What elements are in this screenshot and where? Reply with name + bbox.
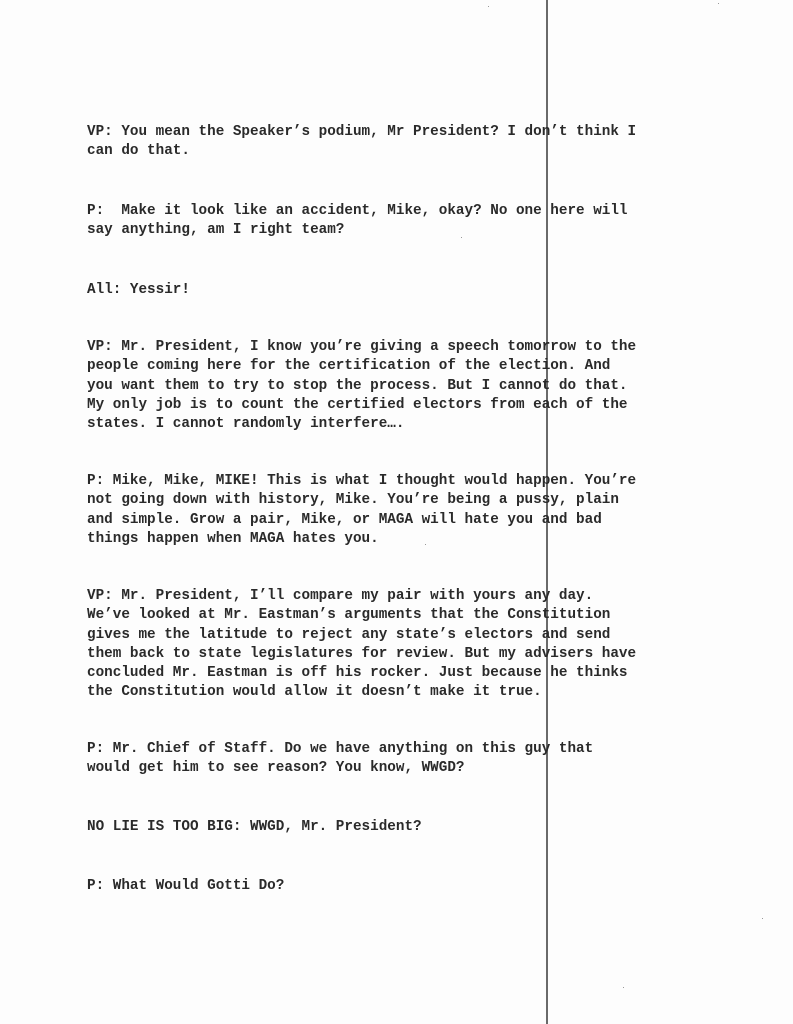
text-line: P: What Would Gotti Do?: [87, 878, 285, 894]
text-line: We’ve looked at Mr. Eastman’s arguments that the Constitution: [87, 607, 611, 624]
text-line: things happen when MAGA hates you.: [87, 530, 379, 547]
dialogue-p-what-would-gotti-do: [87, 877, 284, 896]
dialogue-no-lie-is-too-big: [87, 818, 422, 837]
text-line: them back to state legislatures for review. But my advisers have: [87, 645, 637, 662]
scan-speck: [461, 237, 462, 238]
text-line: not going down with history, Mike. You’re being a pussy, plain: [87, 492, 619, 509]
text-line: My only job is to count the certified electors from each of the: [87, 396, 628, 413]
text-line: P: Mr. Chief of Staff. Do we have anything on this guy that: [87, 741, 594, 757]
text-line: All: Yessir!: [87, 282, 190, 298]
text-line: P: Make it look like an accident, Mike, okay? No one here will: [87, 203, 628, 219]
text-line: and simple. Grow a pair, Mike, or MAGA will hate you and bad: [87, 511, 602, 528]
text-line: can do that.: [87, 143, 190, 160]
dialogue-p-mike-mike: [87, 472, 636, 549]
dialogue-all-yessir: [87, 281, 190, 300]
text-line: say anything, am I right team?: [87, 222, 345, 239]
text-line: VP: Mr. President, I’ll compare my pair with yours any day.: [87, 588, 594, 604]
text-line: would get him to see reason? You know, WWGD?: [87, 760, 465, 777]
text-line: VP: You mean the Speaker’s podium, Mr President? I don’t think I: [87, 124, 637, 140]
text-line: states. I cannot randomly interfere….: [87, 416, 405, 433]
dialogue-p-chief-of-staff: [87, 740, 593, 779]
text-line: the Constitution would allow it doesn’t make it true.: [87, 684, 542, 701]
scan-speck: [762, 918, 763, 919]
scan-speck: [623, 987, 624, 988]
dialogue-vp-speakers-podium: [87, 123, 636, 162]
dialogue-vp-compare-pair: [87, 587, 636, 703]
text-line: concluded Mr. Eastman is off his rocker. Just because he thinks: [87, 665, 628, 682]
text-line: people coming here for the certification of the election. And: [87, 358, 611, 375]
text-line: gives me the latitude to reject any state’s electors and send: [87, 626, 611, 643]
dialogue-p-accident: [87, 202, 628, 241]
text-line: you want them to try to stop the process. But I cannot do that.: [87, 377, 628, 394]
scan-speck: [488, 6, 489, 7]
text-line: VP: Mr. President, I know you’re giving a speech tomorrow to the: [87, 339, 637, 355]
scan-speck: [718, 3, 719, 4]
text-line: P: Mike, Mike, MIKE! This is what I thought would happen. You’re: [87, 473, 637, 489]
scan-speck: [425, 544, 426, 545]
dialogue-vp-speech-tomorrow: [87, 338, 636, 434]
text-line: NO LIE IS TOO BIG: WWGD, Mr. President?: [87, 819, 422, 835]
